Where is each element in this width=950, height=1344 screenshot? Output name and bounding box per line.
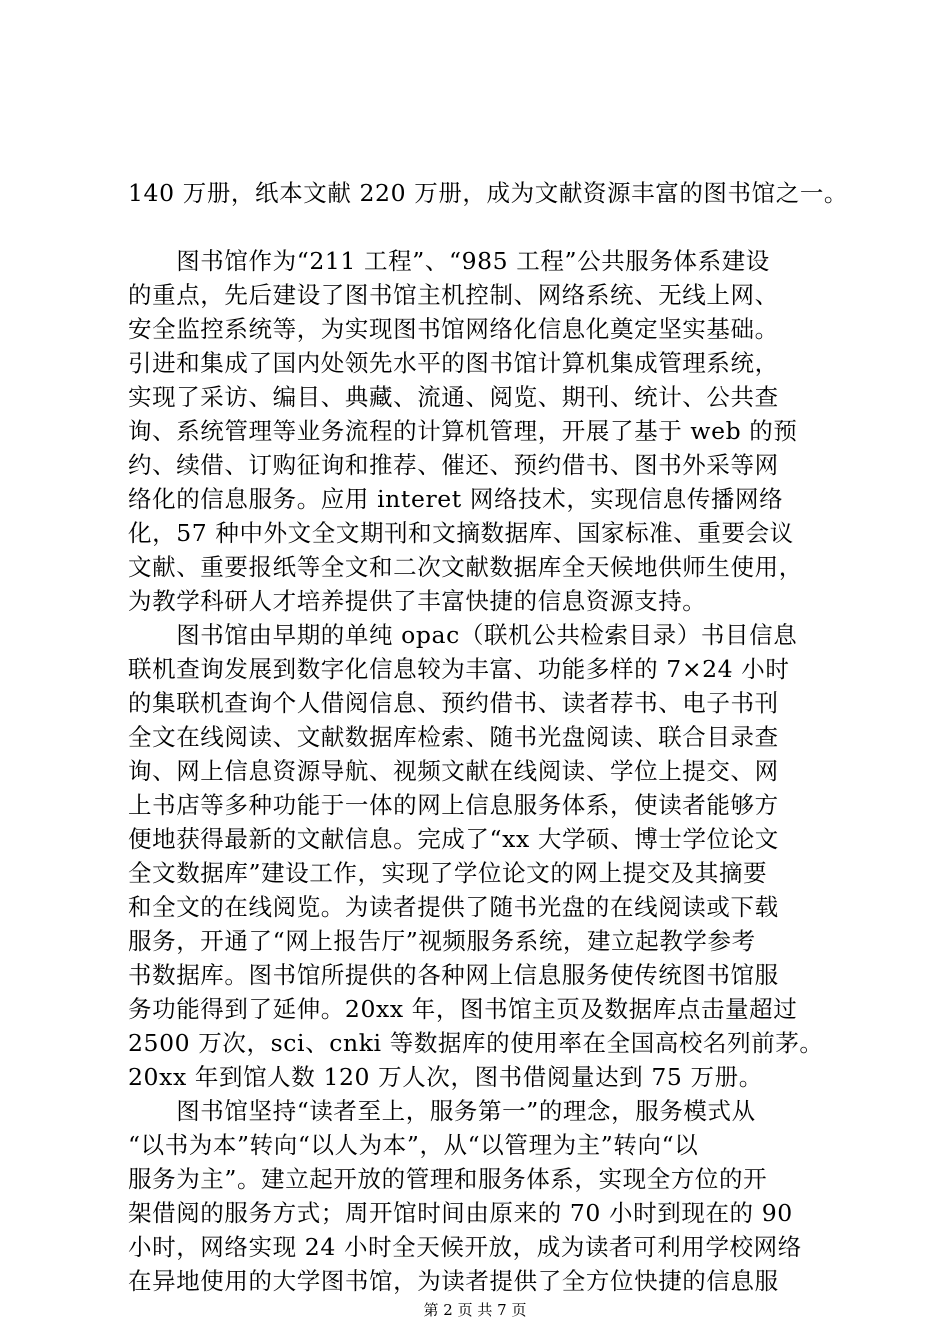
text-line: 便地获得最新的文献信息。完成了“xx 大学硕、博士学位论文 bbox=[128, 825, 779, 853]
text-line: 务功能得到了延伸。20xx 年，图书馆主页及数据库点击量超过 bbox=[128, 995, 798, 1023]
text-line: 约、续借、订购征询和推荐、催还、预约借书、图书外采等网 bbox=[128, 451, 779, 479]
document-body bbox=[128, 176, 849, 1298]
text-line: 实现了采访、编目、典藏、流通、阅览、期刊、统计、公共查 bbox=[128, 383, 779, 411]
text-line: 图书馆坚持“读者至上，服务第一”的理念，服务模式从 bbox=[128, 1097, 756, 1125]
text-line: 引进和集成了国内处领先水平的图书馆计算机集成管理系统， bbox=[128, 349, 779, 377]
text-line: 全文数据库”建设工作，实现了学位论文的网上提交及其摘要 bbox=[128, 859, 768, 887]
paragraph bbox=[128, 244, 838, 618]
text-line: 架借阅的服务方式；周开馆时间由原来的 70 小时到现在的 90 bbox=[128, 1199, 793, 1227]
intro-line: 140 万册，纸本文献 220 万册，成为文献资源丰富的图书馆之一。 bbox=[128, 179, 849, 207]
text-line: 化，57 种中外文全文期刊和文摘数据库、国家标准、重要会议 bbox=[128, 519, 794, 547]
text-line: 全文在线阅读、文献数据库检索、随书光盘阅读、联合目录查 bbox=[128, 723, 779, 751]
text-line: 联机查询发展到数字化信息较为丰富、功能多样的 7×24 小时 bbox=[128, 655, 790, 683]
paragraph-list bbox=[128, 244, 838, 1298]
page-footer: 第 2 页 共 7 页 bbox=[423, 1301, 527, 1319]
text-line: 书数据库。图书馆所提供的各种网上信息服务使传统图书馆服 bbox=[128, 961, 779, 989]
text-line: 的重点，先后建设了图书馆主机控制、网络系统、无线上网、 bbox=[128, 281, 779, 309]
text-line: 小时，网络实现 24 小时全天候开放，成为读者可利用学校网络 bbox=[128, 1233, 802, 1261]
text-line: 和全文的在线阅览。为读者提供了随书光盘的在线阅读或下载 bbox=[128, 893, 779, 921]
text-line: 文献、重要报纸等全文和二次文献数据库全天候地供师生使用， bbox=[128, 553, 803, 581]
paragraph bbox=[128, 618, 838, 1094]
text-line: 图书馆由早期的单纯 opac（联机公共检索目录）书目信息 bbox=[128, 621, 798, 649]
text-line: 为教学科研人才培养提供了丰富快捷的信息资源支持。 bbox=[128, 587, 707, 615]
text-line: 询、网上信息资源导航、视频文献在线阅读、学位上提交、网 bbox=[128, 757, 779, 785]
text-line: 图书馆作为“211 工程”、“985 工程”公共服务体系建设 bbox=[128, 247, 770, 275]
text-line: 的集联机查询个人借阅信息、预约借书、读者荐书、电子书刊 bbox=[128, 689, 779, 717]
paragraph-gap bbox=[128, 210, 838, 244]
text-line: 安全监控系统等，为实现图书馆网络化信息化奠定坚实基础。 bbox=[128, 315, 779, 343]
text-line: 在异地使用的大学图书馆，为读者提供了全方位快捷的信息服 bbox=[128, 1267, 779, 1295]
text-line: 服务，开通了“网上报告厅”视频服务系统，建立起教学参考 bbox=[128, 927, 756, 955]
text-line: 服务为主”。建立起开放的管理和服务体系，实现全方位的开 bbox=[128, 1165, 768, 1193]
text-line: 20xx 年到馆人数 120 万人次，图书借阅量达到 75 万册。 bbox=[128, 1063, 763, 1091]
paragraph bbox=[128, 1094, 838, 1298]
text-line: 上书店等多种功能于一体的网上信息服务体系，使读者能够方 bbox=[128, 791, 779, 819]
text-line: 2500 万次，sci、cnki 等数据库的使用率在全国高校名列前茅。 bbox=[128, 1029, 824, 1057]
text-line: “以书为本”转向“以人为本”，从“以管理为主”转向“以 bbox=[128, 1131, 699, 1159]
text-line: 络化的信息服务。应用 interet 网络技术，实现信息传播网络 bbox=[128, 485, 784, 513]
text-line: 询、系统管理等业务流程的计算机管理，开展了基于 web 的预 bbox=[128, 417, 798, 445]
